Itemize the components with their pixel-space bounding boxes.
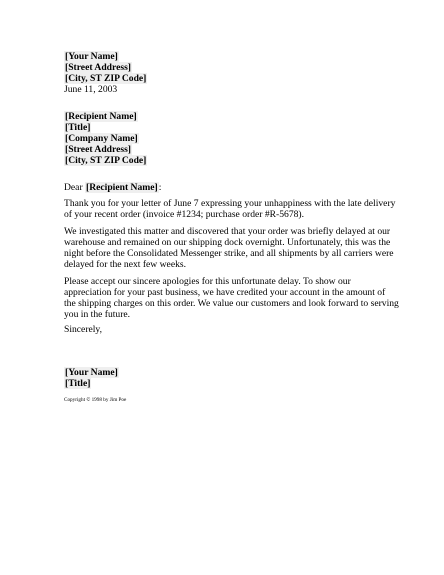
letter-date: June 11, 2003 <box>64 84 118 95</box>
recipient-street-field[interactable]: [Street Address] <box>65 144 131 155</box>
recipient-city-field[interactable]: [City, ST ZIP Code] <box>65 155 147 166</box>
recipient-title-field[interactable]: [Title] <box>65 122 91 133</box>
sender-city-field[interactable]: [City, ST ZIP Code] <box>65 73 147 84</box>
recipient-city[interactable] <box>64 155 147 166</box>
recipient-street[interactable] <box>64 144 132 155</box>
recipient-title[interactable] <box>64 122 91 133</box>
recipient-company-field[interactable]: [Company Name] <box>65 133 138 144</box>
recipient-name[interactable] <box>64 111 138 122</box>
body-paragraph-3: Please accept our sincere apologies for this unfortunate delay. To show our appreciation for your past business, we have credited your account in the amount of the shipping charges on this order. We value our customers and look forward to serving you in the future. <box>64 276 399 320</box>
sender-name[interactable] <box>64 51 119 62</box>
signature-title[interactable] <box>64 378 91 389</box>
salutation-prefix: Dear <box>64 182 86 193</box>
signature-name-field[interactable]: [Your Name] <box>65 367 118 378</box>
body-paragraph-2: We investigated this matter and discovered that your order was briefly delayed at our warehouse and remained on our shipping dock overnight. Unfortunately, this was the night before the Consolidated Messenger strike, and all shipments by all carriers were delayed for the next few weeks. <box>64 226 394 270</box>
sender-street-field[interactable]: [Street Address] <box>65 62 131 73</box>
closing: Sincerely, <box>64 324 103 335</box>
salutation-name-field[interactable]: [Recipient Name] <box>86 182 158 193</box>
copyright-footer: Copyright © 1998 by Jim Poe <box>64 397 127 403</box>
sender-name-field[interactable]: [Your Name] <box>65 51 118 62</box>
salutation <box>64 182 161 193</box>
sender-street[interactable] <box>64 62 132 73</box>
recipient-name-field[interactable]: [Recipient Name] <box>65 111 137 122</box>
salutation-suffix: : <box>158 182 162 193</box>
signature-name[interactable] <box>64 367 119 378</box>
sender-city[interactable] <box>64 73 147 84</box>
body-paragraph-1: Thank you for your letter of June 7 expressing your unhappiness with the late delivery of your recent order (invoice #1234; purchase order #R-5678). <box>64 198 396 220</box>
recipient-company[interactable] <box>64 133 139 144</box>
signature-title-field[interactable]: [Title] <box>65 378 91 389</box>
